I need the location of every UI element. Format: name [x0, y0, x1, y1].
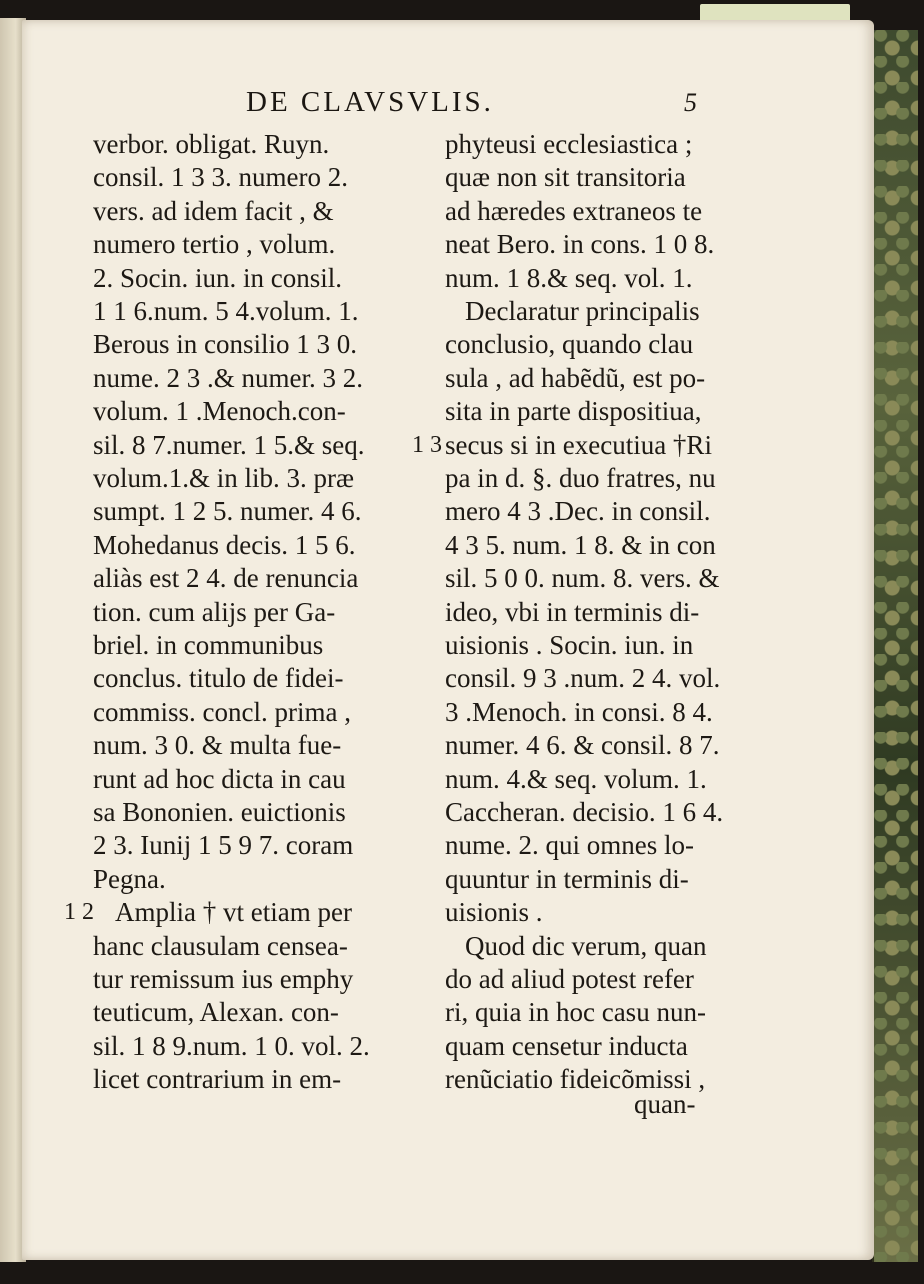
text-line: do ad aliud potest refer [445, 964, 694, 994]
text-line: conclusio, quando clau [445, 329, 694, 360]
text-line: numero tertio , volum. [93, 229, 336, 260]
text-line: Caccheran. decisio. 1 6 4. [445, 797, 724, 827]
text-line: pa in d. §. duo fratres, nu [445, 463, 716, 493]
text-line: uisionis . Socin. iun. in [445, 630, 694, 660]
text-line: Mohedanus decis. 1 5 6. [93, 529, 356, 560]
text-line: commiss. concl. prima , [93, 696, 351, 727]
text-line: 3 .Menoch. in consi. 8 4. [445, 696, 713, 727]
text-line: aliàs est 2 4. de renuncia [93, 563, 359, 594]
text-line: num. 4.& seq. volum. 1. [445, 763, 707, 794]
text-line: nume. 2 3 .& numer. 3 2. [93, 362, 363, 393]
text-line: sita in parte dispositiua, [445, 396, 702, 427]
marbled-book-edge [872, 30, 918, 1262]
text-line: 2 3. Iunij 1 5 9 7. coram [93, 830, 354, 861]
text-line: Declaratur principalis [465, 296, 700, 326]
text-line: volum.1.& in lib. 3. præ [93, 463, 355, 493]
text-line: sil. 5 0 0. num. 8. vers. & [445, 563, 720, 594]
text-line: phyteusi ecclesiastica ; [445, 129, 693, 159]
text-line: vers. ad idem facit , & [93, 195, 334, 226]
text-line: uisionis . [445, 897, 543, 928]
text-line: hanc clausulam censea- [93, 930, 348, 961]
text-line: runt ad hoc dicta in cau [93, 763, 346, 794]
text-line: sula , ad habẽdũ, est po- [445, 362, 706, 393]
margin-number: 1 2 [64, 899, 94, 925]
text-line: sumpt. 1 2 5. numer. 4 6. [93, 496, 362, 527]
text-line: consil. 1 3 3. numero 2. [93, 162, 348, 193]
page-number: 5 [684, 88, 697, 117]
text-line: ad hæredes extraneos te [445, 195, 703, 226]
text-line: neat Bero. in cons. 1 0 8. [445, 229, 715, 260]
text-line: 1 1 6.num. 5 4.volum. 1. [93, 296, 359, 326]
text-line: Berous in consilio 1 3 0. [93, 329, 357, 360]
margin-number: 1 3 [412, 432, 442, 458]
text-line: conclus. titulo de fidei- [93, 663, 344, 694]
text-line: num. 1 8.& seq. vol. 1. [445, 262, 693, 293]
text-line: Quod dic verum, quan [465, 930, 707, 961]
text-line: renũciatio fideicõmissi , [445, 1064, 706, 1095]
text-line: quæ non sit transitoria [445, 162, 686, 193]
text-line: ideo, vbi in terminis di- [445, 596, 700, 627]
text-line: briel. in communibus [93, 630, 324, 660]
catchword: quan- [634, 1089, 696, 1119]
text-line: 4 3 5. num. 1 8. & in con [445, 529, 716, 560]
text-line: mero 4 3 .Dec. in consil. [445, 496, 711, 527]
text-line: quuntur in terminis di- [445, 863, 689, 894]
text-line: ri, quia in hoc casu nun- [445, 997, 706, 1028]
text-line: teuticum, Alexan. con- [93, 997, 339, 1028]
text-line: Pegna. [93, 863, 166, 894]
text-line: sil. 1 8 9.num. 1 0. vol. 2. [93, 1030, 370, 1061]
text-line: quam censetur inducta [445, 1030, 688, 1061]
running-head: DE CLAVSVLIS. [246, 86, 494, 118]
text-line: consil. 9 3 .num. 2 4. vol. [445, 663, 721, 694]
text-line: sa Bononien. euictionis [93, 797, 346, 827]
text-line: verbor. obligat. Ruyn. [93, 129, 330, 159]
text-line: 2. Socin. iun. in consil. [93, 262, 342, 293]
text-line: num. 3 0. & multa fue- [93, 730, 342, 761]
text-line: sil. 8 7.numer. 1 5.& seq. [93, 429, 365, 460]
text-line: licet contrarium in em- [93, 1064, 342, 1095]
text-line: numer. 4 6. & consil. 8 7. [445, 730, 720, 761]
text-line: volum. 1 .Menoch.con- [93, 396, 346, 427]
text-line: secus si in executiua †Ri [445, 429, 712, 460]
text-line: Amplia † vt etiam per [115, 897, 352, 928]
text-line: nume. 2. qui omnes lo- [445, 830, 694, 861]
text-line: tion. cum alijs per Ga- [93, 596, 336, 627]
text-line: tur remissum ius emphy [93, 964, 354, 994]
